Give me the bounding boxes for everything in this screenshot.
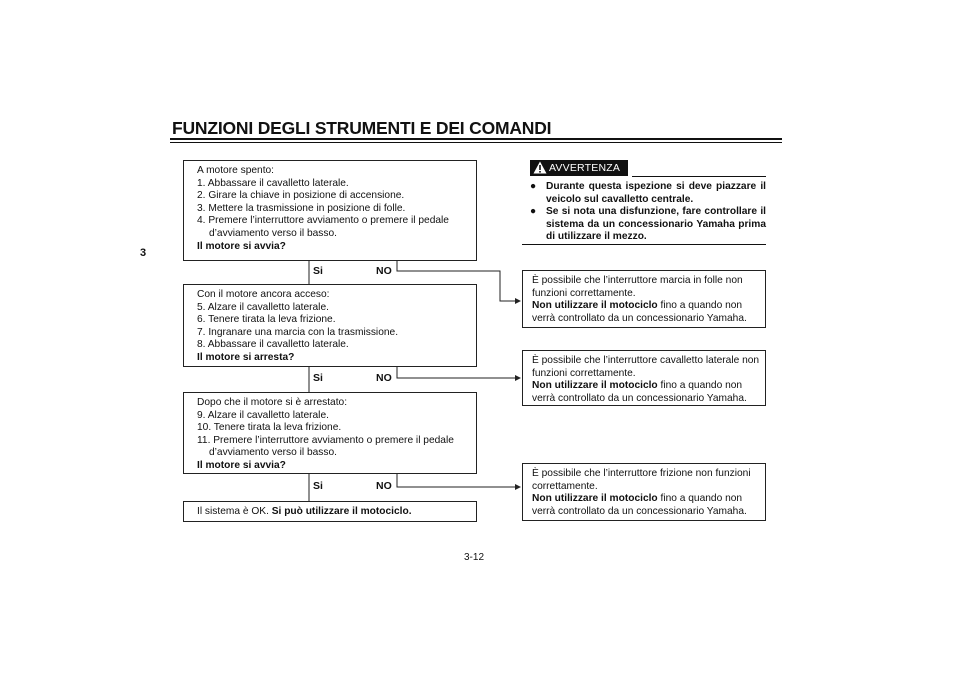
no-connector-2 <box>397 367 520 378</box>
result-bold: Non utilizzare il motociclo <box>532 380 658 392</box>
step-line: 6. Tenere tirata la leva frizione. <box>197 314 336 326</box>
step-question: Il motore si arresta? <box>197 351 295 363</box>
step-question: Il motore si avvia? <box>197 459 286 471</box>
result-rest: fino a quando non verrà controllato da un concessionario Yamaha. <box>532 380 747 404</box>
warning-badge <box>530 160 628 176</box>
warning-icon <box>533 161 547 174</box>
step-line: 3. Mettere la trasmissione in posizione di folle. <box>197 202 406 214</box>
step-line: d’avviamento verso il basso. <box>209 447 337 459</box>
step-line: 11. Premere l’interruttore avviamento o premere il pedale <box>197 434 454 446</box>
warning-item-text: Durante questa ispezione si deve piazzare il veicolo sul cavalletto centrale. <box>546 181 766 205</box>
no-label: NO <box>376 265 392 277</box>
page-number: 3-12 <box>464 552 485 563</box>
step-line: 9. Alzare il cavalletto laterale. <box>197 409 329 421</box>
result-text: È possibile che l’interruttore frizione non funzioni correttamente. <box>532 468 751 492</box>
step-line: 4. Premere l’interruttore avviamento o premere il pedale <box>197 215 449 227</box>
final-text-bold: Si può utilizzare il motociclo. <box>271 506 412 517</box>
result-rest: fino a quando non verrà controllato da un concessionario Yamaha. <box>532 493 747 517</box>
result-box-sidestand <box>522 350 766 406</box>
chapter-tab: 3 <box>140 247 147 259</box>
page-title: FUNZIONI DEGLI STRUMENTI E DEI COMANDI <box>172 118 552 138</box>
step-line: d’avviamento verso il basso. <box>209 227 337 239</box>
yes-label: Si <box>313 265 323 277</box>
step-line: 1. Abbassare il cavalletto laterale. <box>197 177 349 189</box>
flow-step-1 <box>183 160 477 261</box>
step-question: Il motore si avvia? <box>197 240 286 252</box>
step-line: A motore spento: <box>197 165 275 176</box>
step-line: 2. Girare la chiave in posizione di accensione. <box>197 190 405 202</box>
flow-step-2 <box>183 284 477 367</box>
step-line: 5. Alzare il cavalletto laterale. <box>197 301 329 313</box>
result-text: È possibile che l’interruttore marcia in folle non funzioni correttamente. <box>532 275 743 299</box>
result-rest: fino a quando non verrà controllato da un concessionario Yamaha. <box>532 300 747 324</box>
warning-top-rule <box>632 176 766 177</box>
flow-final <box>183 501 477 522</box>
step-line: 10. Tenere tirata la leva frizione. <box>197 422 342 434</box>
step-line: 8. Abbassare il cavalletto laterale. <box>197 339 349 351</box>
no-label: NO <box>376 372 392 384</box>
step-line: 7. Ingranare una marcia con la trasmissione. <box>197 326 399 338</box>
warning-item-text: Se si nota una disfunzione, fare controllare il sistema da un concessionario Yamaha prima di utilizzare il mezzo. <box>546 206 766 243</box>
warning-bottom-rule <box>522 244 766 245</box>
result-box-clutch <box>522 463 766 521</box>
bullet-icon: ● <box>530 181 537 192</box>
no-connector-3 <box>397 474 520 487</box>
final-text: Il sistema è OK. <box>197 506 269 517</box>
result-text: È possibile che l’interruttore cavalletto laterale non funzioni correttamente. <box>532 355 760 379</box>
step-line: Dopo che il motore si è arrestato: <box>197 397 348 408</box>
result-bold: Non utilizzare il motociclo <box>532 493 658 505</box>
result-box-neutral <box>522 270 766 328</box>
yes-label: Si <box>313 372 323 384</box>
no-label: NO <box>376 480 392 492</box>
flow-step-3 <box>183 392 477 474</box>
bullet-icon: ● <box>530 206 537 217</box>
result-bold: Non utilizzare il motociclo <box>532 300 658 312</box>
step-line: Con il motore ancora acceso: <box>197 289 330 300</box>
warning-label: AVVERTENZA <box>549 162 621 174</box>
yes-label: Si <box>313 480 323 492</box>
